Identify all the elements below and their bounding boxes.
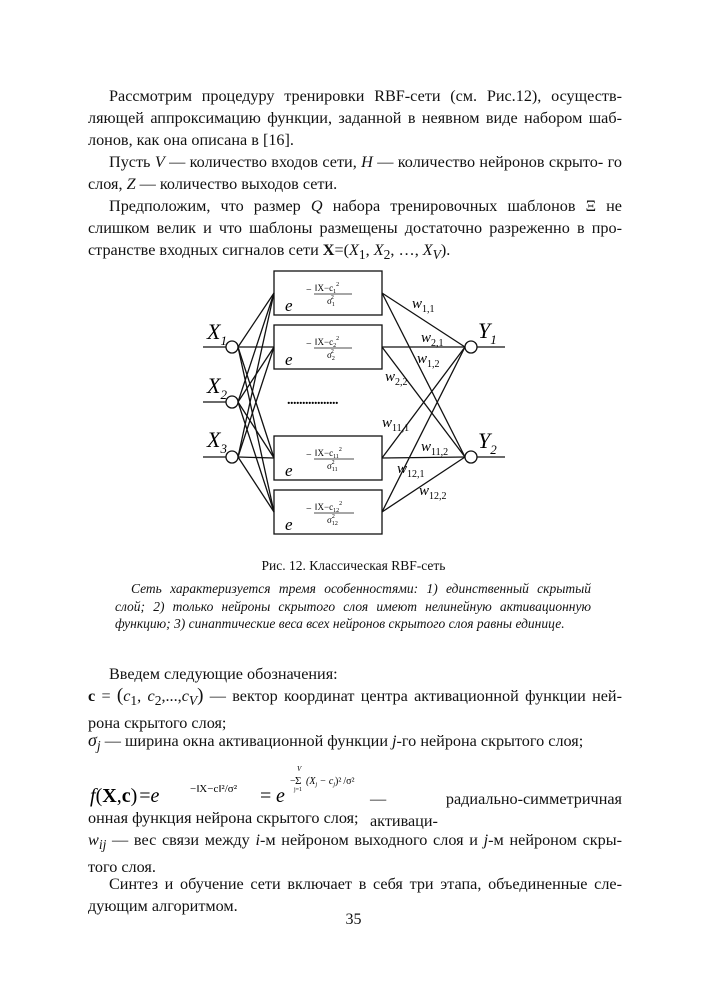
svg-text:−‖X−c‖²/σ²: −‖X−c‖²/σ²	[190, 783, 237, 795]
neuron-formula-2	[285, 336, 352, 369]
text: рона скрытого слоя;	[88, 714, 227, 733]
weight-label-12-1: $w_{12,1}$	[397, 461, 425, 480]
text: ).	[440, 241, 451, 259]
text: Предположим, что размер	[109, 197, 311, 215]
svg-text:Σ: Σ	[295, 775, 302, 787]
text: =	[95, 687, 117, 705]
var: σ	[88, 730, 97, 750]
svg-text:=: =	[260, 785, 272, 807]
svg-text:σ122: $\sigma_{12}2$	[327, 514, 338, 527]
hidden-ellipsis: .................	[287, 393, 338, 408]
sub: j	[96, 738, 101, 754]
input-label-1: $X_1$	[207, 319, 227, 348]
weight-label-11-1: $w_{11,1}$	[382, 415, 410, 434]
figure-caption: Рис. 12. Классическая RBF-сеть	[261, 558, 446, 573]
input-node-3	[226, 451, 238, 463]
neuron-formula-12	[285, 501, 354, 534]
svg-text:−: −	[306, 504, 312, 515]
sub: ij	[98, 837, 107, 853]
text: ,...,	[161, 687, 182, 705]
var: j	[392, 732, 397, 750]
text: го слоя,	[88, 153, 622, 193]
svg-text:e: e	[285, 461, 293, 480]
text: слишком велик и что шаблоны размещены достаточно разреженно в про-	[88, 219, 622, 237]
text-line: ляющей аппроксимацию функции, заданной в неявном виде набором шаб-	[88, 109, 622, 127]
text: -м нейроном выходного слоя и	[259, 831, 484, 849]
var: j	[483, 831, 489, 849]
text: ,	[365, 241, 374, 259]
svg-text:‖X−c122: $‖X-c_{12}^2$	[315, 501, 343, 514]
text-line: лонов, как она описана в [16].	[88, 131, 294, 149]
input-node-1	[226, 341, 238, 353]
sub: V	[188, 693, 198, 709]
text-line: дующим алгоритмом.	[88, 897, 238, 915]
c-vector-definition	[88, 685, 622, 734]
var: w	[88, 831, 99, 849]
neuron-formula-11	[285, 447, 354, 480]
var: c	[147, 687, 155, 705]
text: )	[197, 685, 204, 706]
diagram-lines	[203, 271, 505, 534]
var: X	[422, 241, 433, 259]
text: , …,	[390, 241, 423, 259]
output-label-1: $Y_1$	[478, 318, 497, 347]
var: c	[181, 687, 189, 705]
svg-text:e: e	[285, 515, 293, 534]
text: =(	[334, 241, 350, 259]
sigma-definition	[88, 729, 622, 757]
text: -го нейрона скрытого слоя;	[396, 732, 584, 750]
input-label-3: $X_3$	[207, 427, 227, 456]
sub: V	[432, 247, 441, 263]
var-x-bold: X	[322, 241, 335, 259]
var: i	[255, 831, 260, 849]
sub: 2	[383, 247, 391, 263]
var: c	[88, 687, 96, 705]
weight-label-2-2: $w_{2,2}$	[385, 369, 408, 388]
svg-text:V: V	[297, 765, 302, 773]
text: — вес связи между	[106, 831, 256, 849]
output-label-2: $Y_2$	[478, 428, 497, 457]
neuron-formula-1	[285, 282, 352, 315]
var-v: V	[154, 153, 165, 171]
weight-label-12-2: $w_{12,2}$	[419, 483, 447, 502]
var-q: Q	[310, 197, 323, 215]
activation-formula	[88, 762, 358, 810]
text-line: Синтез и обучение сети включает в себя три этапа, объединенные сле-	[109, 875, 622, 893]
var-h: H	[361, 153, 373, 171]
svg-text:j=1: j=1	[294, 787, 303, 793]
weight-label-11-2: $w_{11,2}$	[421, 439, 449, 458]
text: — количество выходов сети.	[135, 175, 338, 193]
text: (	[116, 685, 124, 706]
svg-text:−: −	[306, 285, 312, 296]
text: — количество нейронов скрыто-	[372, 153, 604, 171]
sub: 1	[358, 247, 366, 263]
weight-label-1-1: $w_{1,1}$	[412, 296, 435, 315]
sub: 1	[130, 693, 138, 709]
output-node-2	[465, 451, 477, 463]
page-number: 35	[345, 911, 362, 928]
svg-text:σ12: $\sigma_12$	[327, 295, 335, 308]
svg-text:e: e	[285, 350, 293, 369]
formula-description-line2: онная функция нейрона скрытого слоя;	[88, 809, 359, 827]
text: ,	[137, 687, 148, 705]
svg-text:−: −	[306, 450, 312, 461]
text: набора тренировочных шаблонов Ξ не	[322, 197, 622, 215]
text-line: Рассмотрим процедуру тренировки RBF-сети (см. Рис.12), осуществ-	[109, 87, 622, 105]
svg-text:σ22: $\sigma_22$	[327, 349, 335, 362]
input-label-2: $X_2$	[207, 373, 227, 402]
var: X	[373, 241, 384, 259]
svg-text:(Xj − cj)²/σ²: $(X_j - c_j)^2$ /σ²	[306, 776, 355, 788]
svg-text:σ112: $\sigma_{11}2$	[327, 460, 338, 473]
text: странстве входных сигналов сети	[88, 241, 323, 259]
output-node-1	[465, 341, 477, 353]
svg-text:‖X−c22: $‖X-c_2^2$	[315, 336, 340, 349]
text: -м нейроном скры-	[488, 831, 622, 849]
input-node-2	[226, 396, 238, 408]
svg-text:−: −	[306, 339, 312, 350]
svg-text:e: e	[285, 296, 293, 315]
notation-intro: Введем следующие обозначения:	[109, 665, 338, 683]
weight-definition	[88, 829, 622, 878]
text: того слоя.	[88, 858, 156, 877]
var-z: Z	[126, 175, 136, 193]
var: X	[349, 241, 359, 259]
svg-text:e: e	[276, 785, 285, 807]
var: c	[123, 687, 131, 705]
svg-text:‖X−c112: $‖X-c_{11}^2$	[315, 447, 342, 460]
weight-label-2-1: $w_{2,1}$	[421, 330, 444, 349]
figure-description: Сеть характеризуется тремя особенностями: 1) единственный скрытый слой; 2) только нейроны скрытого слоя имеют нелинейную активационную функцию; 3) синаптические веса всех нейронов скрытого слоя равны единице.	[115, 581, 591, 631]
sub: 2	[154, 693, 162, 709]
formula-description-line1: — радиально-симметричная активаци-	[370, 790, 622, 830]
text: — вектор координат центра активационной функции ней-	[203, 687, 622, 705]
svg-text:‖X−c12: $‖X-c_1^2$	[315, 282, 340, 295]
text: — количество входов сети,	[164, 153, 362, 171]
weight-label-1-2: $w_{1,2}$	[417, 351, 440, 370]
text: Пусть	[109, 153, 155, 171]
text: — ширина окна активационной функции	[100, 732, 393, 750]
svg-text:−: −	[290, 776, 296, 787]
svg-text:f(X,c)=e: f(X,c) =e	[90, 785, 160, 807]
